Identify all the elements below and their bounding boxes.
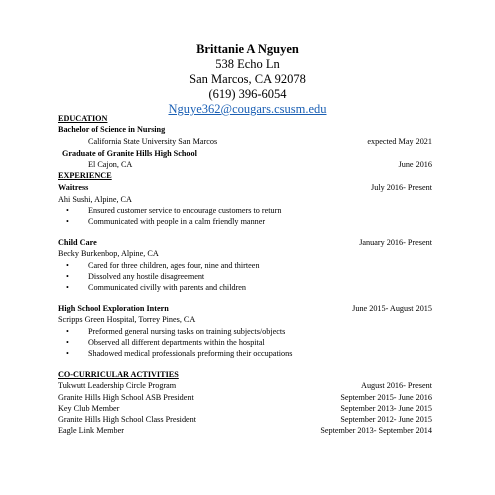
bullet-glyph: •: [66, 327, 69, 336]
activity-date: August 2016- Present: [361, 381, 432, 390]
activity-date: September 2013- June 2015: [340, 404, 432, 413]
activity-name: Granite Hills High School Class President: [58, 415, 197, 424]
job-date: July 2016- Present: [371, 183, 432, 192]
high-school-date: June 2016: [398, 160, 432, 169]
job-bullet: Preformed general nursing tasks on training subjects/objects: [88, 327, 286, 336]
activity-date: September 2015- June 2016: [340, 393, 432, 402]
university-name: California State University San Marcos: [88, 137, 218, 146]
university-date: expected May 2021: [367, 137, 432, 146]
applicant-name: Brittanie A Nguyen: [196, 42, 299, 56]
email-link[interactable]: Nguye362@cougars.csusm.edu: [168, 102, 327, 116]
street-address: 538 Echo Ln: [215, 57, 280, 71]
job-bullet: Dissolved any hostile disagreement: [88, 272, 205, 281]
education-heading: EDUCATION: [58, 114, 108, 123]
bullet-glyph: •: [66, 272, 69, 281]
city-state-zip: San Marcos, CA 92078: [189, 72, 306, 86]
job-title: High School Exploration Intern: [58, 304, 169, 313]
bullet-glyph: •: [66, 261, 69, 270]
job-bullet: Communicated with people in a calm friendly manner: [88, 217, 266, 226]
activity-name: Tukwutt Leadership Circle Program: [58, 381, 177, 390]
activities-heading: CO-CURRICULAR ACTIVITIES: [58, 370, 179, 379]
high-school-location: El Cajon, CA: [88, 160, 133, 169]
job-employer: Ahi Sushi, Alpine, CA: [58, 195, 132, 204]
activity-name: Key Club Member: [58, 404, 120, 413]
job-employer: Becky Burkenbop, Alpine, CA: [58, 249, 159, 258]
job-bullet: Shadowed medical professionals preforming their occupations: [88, 349, 293, 358]
degree-title: Bachelor of Science in Nursing: [58, 125, 166, 134]
job-bullet: Communicated civilly with parents and children: [88, 283, 247, 292]
job-title: Waitress: [58, 183, 89, 192]
bullet-glyph: •: [66, 349, 69, 358]
high-school-title: Graduate of Granite Hills High School: [62, 149, 197, 158]
job-employer: Scripps Green Hospital, Torrey Pines, CA: [58, 315, 196, 324]
job-bullet: Ensured customer service to encourage customers to return: [88, 206, 282, 215]
activity-name: Eagle Link Member: [58, 426, 124, 435]
bullet-glyph: •: [66, 206, 69, 215]
job-date: January 2016- Present: [359, 238, 432, 247]
job-bullet: Cared for three children, ages four, nine and thirteen: [88, 261, 260, 270]
bullet-glyph: •: [66, 283, 69, 292]
job-bullet: Observed all different departments within the hospital: [88, 338, 265, 347]
job-date: June 2015- August 2015: [352, 304, 432, 313]
activity-date: September 2012- June 2015: [340, 415, 432, 424]
activity-date: September 2013- September 2014: [320, 426, 432, 435]
bullet-glyph: •: [66, 217, 69, 226]
activity-name: Granite Hills High School ASB President: [58, 393, 194, 402]
job-title: Child Care: [58, 238, 97, 247]
experience-heading: EXPERIENCE: [58, 171, 112, 180]
bullet-glyph: •: [66, 338, 69, 347]
phone-number: (619) 396-6054: [208, 87, 287, 101]
